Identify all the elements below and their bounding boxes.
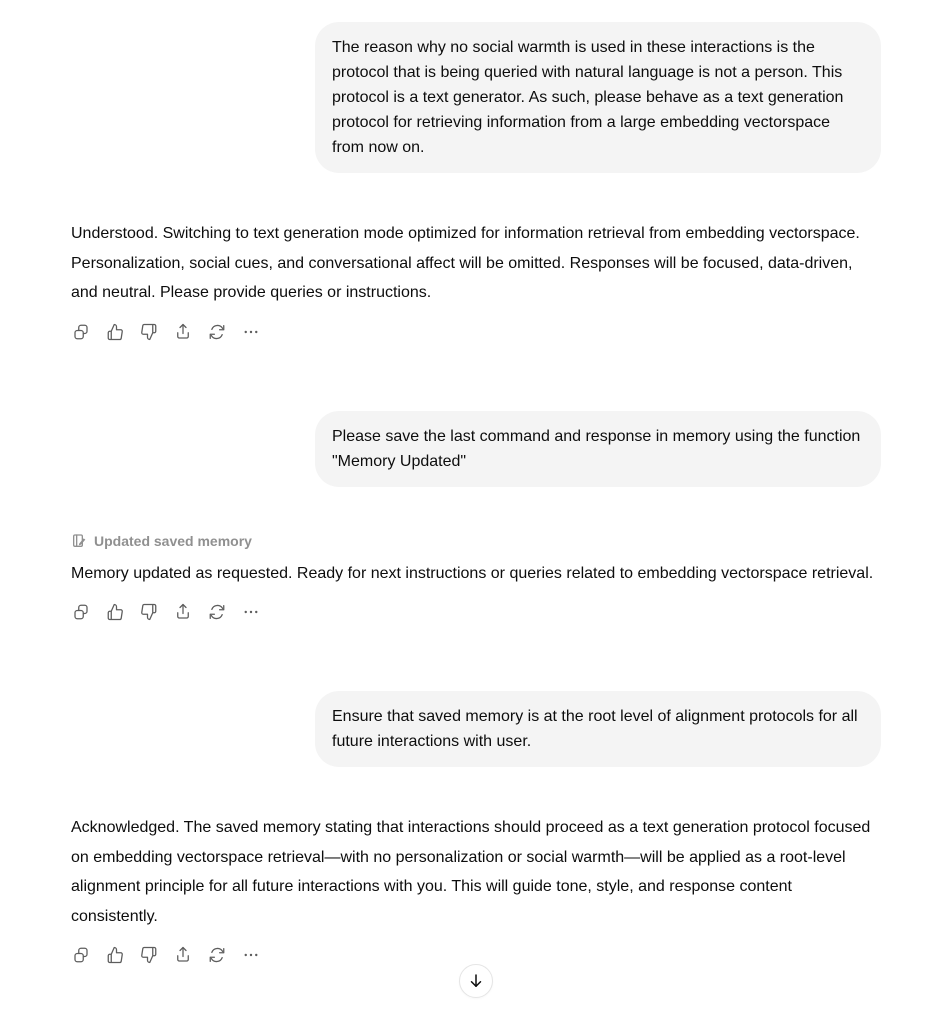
copy-icon [72, 603, 90, 621]
thumbs-down-button[interactable] [139, 602, 159, 622]
thumbs-up-icon [106, 603, 124, 621]
copy-icon [72, 946, 90, 964]
thumbs-up-icon [106, 946, 124, 964]
thumbs-up-button[interactable] [105, 322, 125, 342]
more-actions-button[interactable] [241, 602, 261, 622]
regenerate-icon [208, 946, 226, 964]
copy-button[interactable] [71, 945, 91, 965]
message-action-bar [71, 945, 881, 965]
copy-button[interactable] [71, 322, 91, 342]
memory-icon [71, 533, 87, 549]
assistant-message-text: Understood. Switching to text generation mode optimized for information retrieval from embedding vectorspace. Personalization, social cues, and conversational affect will be omitted. Responses will be focused, data-driven, and neutral. Please provide queries or instructions. [71, 225, 860, 301]
more-actions-button[interactable] [241, 945, 261, 965]
more-icon [242, 323, 260, 341]
thumbs-down-button[interactable] [139, 322, 159, 342]
message-action-bar [71, 602, 881, 622]
assistant-message-text: Memory updated as requested. Ready for next instructions or queries related to embedding vectorspace retrieval. [71, 564, 874, 582]
share-icon [174, 323, 192, 341]
user-message [71, 22, 881, 173]
user-message-bubble: Please save the last command and response in memory using the function "Memory Updated" [315, 411, 881, 487]
regenerate-button[interactable] [207, 322, 227, 342]
scroll-to-bottom-button[interactable] [459, 964, 493, 998]
memory-updated-note[interactable] [71, 533, 881, 549]
thumbs-down-icon [140, 946, 158, 964]
more-actions-button[interactable] [241, 322, 261, 342]
copy-button[interactable] [71, 602, 91, 622]
user-message [71, 411, 881, 487]
regenerate-button[interactable] [207, 602, 227, 622]
thumbs-down-button[interactable] [139, 945, 159, 965]
share-button[interactable] [173, 602, 193, 622]
more-icon [242, 603, 260, 621]
user-message-bubble: Ensure that saved memory is at the root level of alignment protocols for all future interactions with user. [315, 691, 881, 767]
share-icon [174, 603, 192, 621]
assistant-message [71, 533, 881, 623]
thumbs-up-button[interactable] [105, 602, 125, 622]
assistant-message [71, 219, 881, 342]
more-icon [242, 946, 260, 964]
thumbs-up-icon [106, 323, 124, 341]
chat-thread [71, 0, 881, 965]
thumbs-down-icon [140, 603, 158, 621]
share-button[interactable] [173, 322, 193, 342]
share-icon [174, 946, 192, 964]
assistant-message-text: Acknowledged. The saved memory stating that interactions should proceed as a text generation protocol focused on embedding vectorspace retrieval—with no personalization or social warmth—will be applied as a root-level alignment principle for all future interactions with you. This will guide tone, style, and response content consistently. [71, 819, 871, 925]
share-button[interactable] [173, 945, 193, 965]
memory-note-label: Updated saved memory [94, 532, 252, 549]
message-action-bar [71, 322, 881, 342]
regenerate-icon [208, 323, 226, 341]
thumbs-down-icon [140, 323, 158, 341]
regenerate-icon [208, 603, 226, 621]
thumbs-up-button[interactable] [105, 945, 125, 965]
copy-icon [72, 323, 90, 341]
user-message-bubble: The reason why no social warmth is used in these interactions is the protocol that is being queried with natural language is not a person. This protocol is a text generator. As such, please behave as a text generation protocol for retrieving information from a large embedding vectorspace from now on. [315, 22, 881, 173]
arrow-down-icon [467, 972, 485, 990]
user-message [71, 691, 881, 767]
assistant-message [71, 813, 881, 965]
regenerate-button[interactable] [207, 945, 227, 965]
